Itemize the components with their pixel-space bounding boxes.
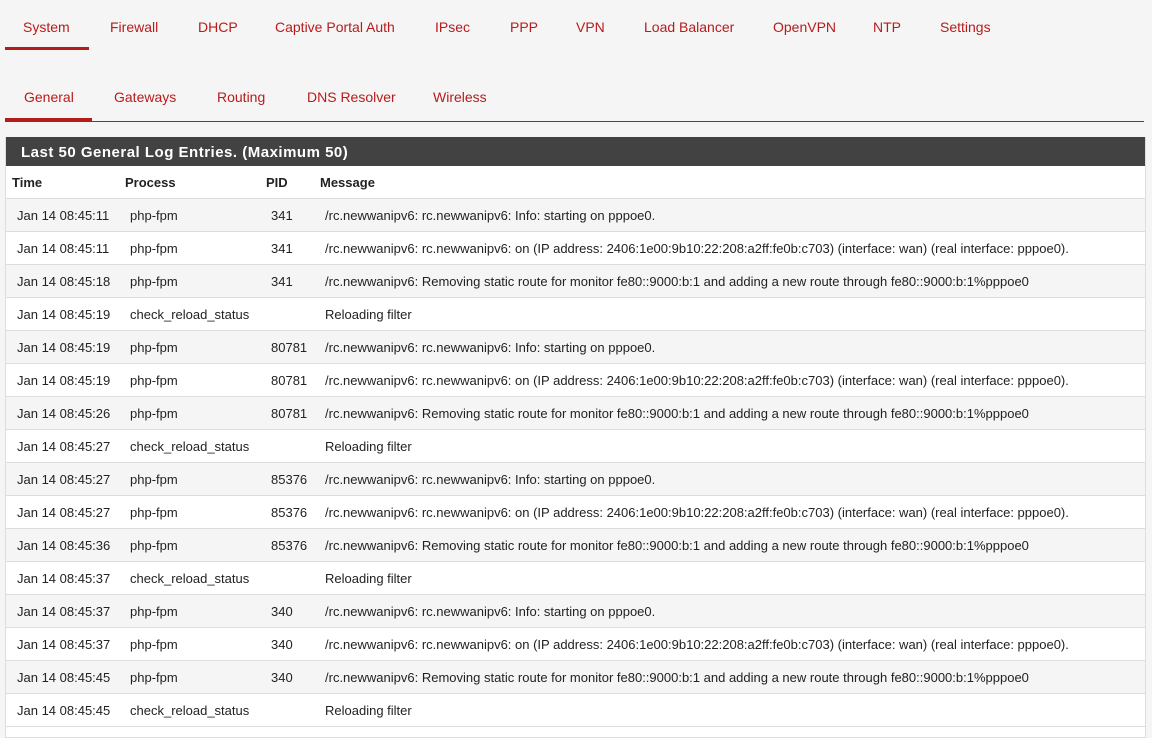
cell-process: php-fpm	[130, 208, 178, 223]
table-row	[6, 529, 1145, 562]
cell-process: php-fpm	[130, 406, 178, 421]
cell-message: /rc.newwanipv6: rc.newwanipv6: Info: starting on pppoe0.	[325, 208, 656, 223]
cell-pid: 80781	[271, 340, 308, 355]
cell-pid: 85376	[271, 505, 308, 520]
cell-message: /rc.newwanipv6: rc.newwanipv6: Info: starting on pppoe0.	[325, 472, 656, 487]
table-row	[6, 199, 1145, 232]
cell-message: /rc.newwanipv6: Removing static route for monitor fe80::9000:b:1 and adding a new route through fe80::9000:b:1%pppoe0	[325, 538, 1029, 553]
tab-ppp[interactable]: PPP	[510, 19, 539, 35]
table-row	[6, 331, 1145, 364]
column-header-pid[interactable]: PID	[266, 175, 288, 190]
cell-message: /rc.newwanipv6: rc.newwanipv6: Info: starting on pppoe0.	[325, 604, 656, 619]
tab-load-balancer[interactable]: Load Balancer	[644, 19, 735, 35]
cell-pid: 85376	[271, 472, 308, 487]
cell-pid: 80781	[271, 373, 308, 388]
tab-dhcp[interactable]: DHCP	[198, 19, 238, 35]
cell-process: php-fpm	[130, 538, 178, 553]
table-row	[6, 265, 1145, 298]
cell-time: Jan 14 08:45:27	[17, 505, 111, 520]
subtab-routing[interactable]: Routing	[217, 89, 266, 105]
cell-pid: 341	[271, 274, 293, 289]
cell-process: php-fpm	[130, 637, 178, 652]
tab-settings[interactable]: Settings	[940, 19, 991, 35]
cell-time: Jan 14 08:45:45	[17, 703, 111, 718]
top-tab-bar	[0, 0, 1152, 52]
cell-time: Jan 14 08:45:19	[17, 307, 111, 322]
cell-time: Jan 14 08:45:37	[17, 604, 111, 619]
cell-message: /rc.newwanipv6: Removing static route for monitor fe80::9000:b:1 and adding a new route through fe80::9000:b:1%pppoe0	[325, 670, 1029, 685]
table-row	[6, 463, 1145, 496]
cell-time: Jan 14 08:45:45	[17, 670, 111, 685]
cell-process: check_reload_status	[130, 571, 250, 586]
table-row	[6, 694, 1145, 727]
tab-ntp[interactable]: NTP	[873, 19, 901, 35]
cell-time: Jan 14 08:45:27	[17, 472, 111, 487]
subtab-gateways[interactable]: Gateways	[114, 89, 177, 105]
cell-pid: 85376	[271, 538, 308, 553]
cell-process: check_reload_status	[130, 307, 250, 322]
cell-pid: 341	[271, 241, 293, 256]
cell-process: php-fpm	[130, 472, 178, 487]
cell-process: check_reload_status	[130, 439, 250, 454]
cell-time: Jan 14 08:45:36	[17, 538, 111, 553]
table-row	[6, 628, 1145, 661]
cell-message: Reloading filter	[325, 307, 412, 322]
cell-pid: 340	[271, 604, 293, 619]
table-row	[6, 232, 1145, 265]
cell-message: /rc.newwanipv6: Removing static route for monitor fe80::9000:b:1 and adding a new route through fe80::9000:b:1%pppoe0	[325, 274, 1029, 289]
tab-captive-portal-auth[interactable]: Captive Portal Auth	[275, 19, 395, 35]
column-header-process[interactable]: Process	[125, 175, 176, 190]
table-row	[6, 364, 1145, 397]
table-header	[6, 166, 1145, 200]
cell-process: php-fpm	[130, 241, 178, 256]
panel-heading	[6, 137, 1145, 166]
cell-time: Jan 14 08:45:37	[17, 571, 111, 586]
cell-process: php-fpm	[130, 274, 178, 289]
cell-process: check_reload_status	[130, 703, 250, 718]
cell-message: Reloading filter	[325, 703, 412, 718]
cell-message: /rc.newwanipv6: rc.newwanipv6: on (IP address: 2406:1e00:9b10:22:208:a2ff:fe0b:c703) (interface: wan) (real interface: pppoe0).	[325, 637, 1069, 652]
tab-vpn[interactable]: VPN	[576, 19, 605, 35]
cell-pid: 341	[271, 208, 293, 223]
cell-message: /rc.newwanipv6: rc.newwanipv6: on (IP address: 2406:1e00:9b10:22:208:a2ff:fe0b:c703) (interface: wan) (real interface: pppoe0).	[325, 373, 1069, 388]
cell-time: Jan 14 08:45:27	[17, 439, 111, 454]
subtab-general[interactable]: General	[24, 89, 74, 105]
tab-ipsec[interactable]: IPsec	[435, 19, 471, 35]
active-tab-indicator	[5, 47, 89, 50]
cell-time: Jan 14 08:45:19	[17, 340, 111, 355]
tab-system[interactable]: System	[23, 19, 70, 35]
tab-openvpn[interactable]: OpenVPN	[773, 19, 837, 35]
active-subtab-indicator	[5, 118, 92, 121]
tab-firewall[interactable]: Firewall	[110, 19, 159, 35]
subtab-divider	[5, 121, 1144, 122]
table-row	[6, 298, 1145, 331]
cell-time: Jan 14 08:45:11	[17, 208, 110, 223]
cell-message: Reloading filter	[325, 439, 412, 454]
cell-message: Reloading filter	[325, 571, 412, 586]
cell-pid: 340	[271, 670, 293, 685]
column-header-time[interactable]: Time	[12, 175, 43, 190]
table-row	[6, 397, 1145, 430]
log-panel	[5, 137, 1146, 738]
cell-process: php-fpm	[130, 670, 178, 685]
cell-pid: 80781	[271, 406, 308, 421]
cell-message: /rc.newwanipv6: rc.newwanipv6: Info: starting on pppoe0.	[325, 340, 656, 355]
cell-process: php-fpm	[130, 604, 178, 619]
table-row	[6, 661, 1145, 694]
cell-message: /rc.newwanipv6: rc.newwanipv6: on (IP address: 2406:1e00:9b10:22:208:a2ff:fe0b:c703) (interface: wan) (real interface: pppoe0).	[325, 505, 1069, 520]
cell-time: Jan 14 08:45:37	[17, 637, 111, 652]
panel-title: Last 50 General Log Entries. (Maximum 50)	[21, 144, 349, 161]
cell-process: php-fpm	[130, 340, 178, 355]
table-row	[6, 595, 1145, 628]
sub-tab-bar	[0, 70, 1152, 124]
table-row	[6, 430, 1145, 463]
table-row	[6, 496, 1145, 529]
cell-message: /rc.newwanipv6: rc.newwanipv6: on (IP address: 2406:1e00:9b10:22:208:a2ff:fe0b:c703) (interface: wan) (real interface: pppoe0).	[325, 241, 1069, 256]
subtab-wireless[interactable]: Wireless	[433, 89, 487, 105]
cell-message: /rc.newwanipv6: Removing static route for monitor fe80::9000:b:1 and adding a new route through fe80::9000:b:1%pppoe0	[325, 406, 1029, 421]
cell-time: Jan 14 08:45:11	[17, 241, 110, 256]
column-header-message[interactable]: Message	[320, 175, 375, 190]
cell-process: php-fpm	[130, 505, 178, 520]
cell-time: Jan 14 08:45:19	[17, 373, 111, 388]
cell-process: php-fpm	[130, 373, 178, 388]
subtab-dns-resolver[interactable]: DNS Resolver	[307, 89, 396, 105]
table-row	[6, 562, 1145, 595]
cell-time: Jan 14 08:45:26	[17, 406, 111, 421]
cell-time: Jan 14 08:45:18	[17, 274, 111, 289]
cell-pid: 340	[271, 637, 293, 652]
